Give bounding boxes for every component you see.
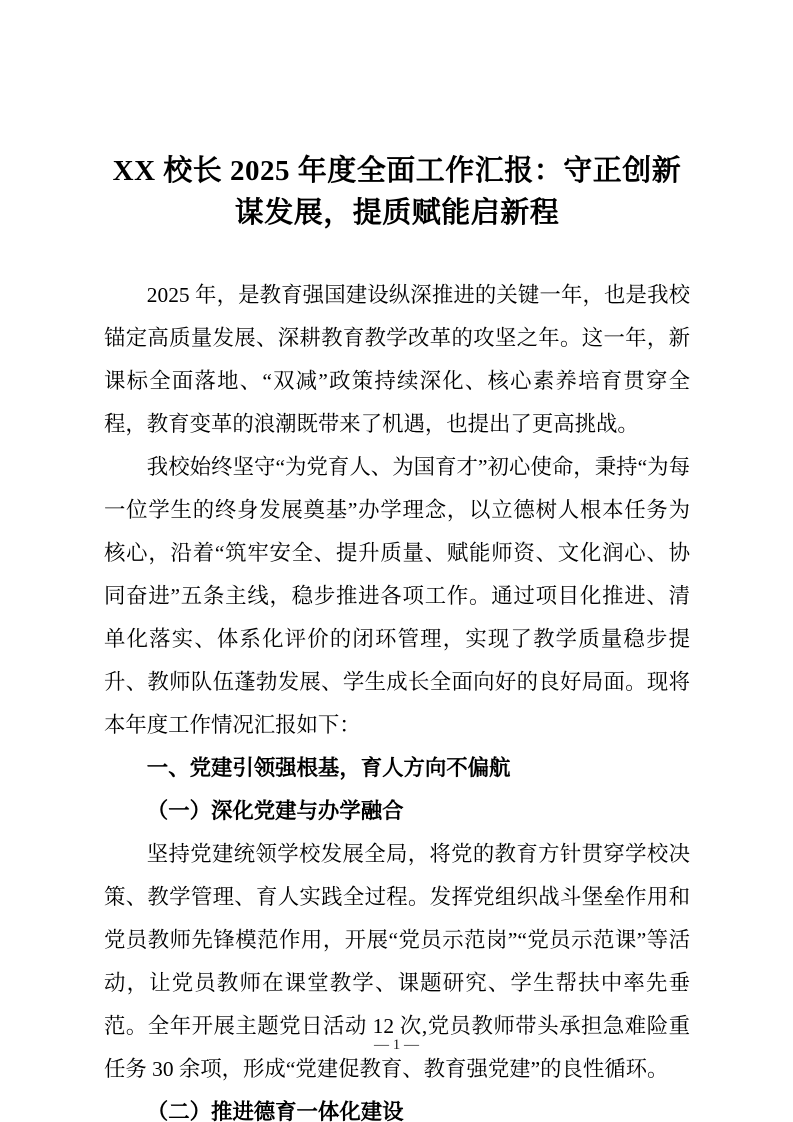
subsection-heading-party-integration: （一）深化党建与办学融合 xyxy=(146,799,404,823)
page-footer xyxy=(0,1034,793,1056)
subsection-heading-moral-education: （二）推进德育一体化建设 xyxy=(146,1100,404,1122)
page-number: — 1 — xyxy=(374,1037,419,1053)
paragraph-intro-year: 2025 年，是教育强国建设纵深推进的关键一年，也是我校锚定高质量发展、深耕教育教学改革的攻坚之年。这一年，新课标全面落地、“双减”政策持续深化、核心素养培育贯穿全程，教育变革的浪潮既带来了机遇，也提出了更高挑战。 xyxy=(104,283,690,436)
section-heading-party-building: 一、党建引领强根基，育人方向不偏航 xyxy=(146,756,511,780)
paragraph-party-building-detail: 坚持党建统领学校发展全局，将党的教育方针贯穿学校决策、教学管理、育人实践全过程。发挥党组织战斗堡垒作用和党员教师先锋模范作用，开展“党员示范岗”“党员示范课”等活动，让党员教师在课堂教学、课题研究、学生帮扶中率先垂范。全年开展主题党日活动 12 次,党员教师带头承担急难险重任务 30 余项，形成“党建促教育、教育强党建”的良性循环。 xyxy=(104,842,690,1081)
document-content xyxy=(104,0,690,1122)
document-title: XX 校长 2025 年度全面工作汇报：守正创新谋发展，提质赋能启新程 xyxy=(112,155,682,229)
paragraph-mission-overview: 我校始终坚守“为党育人、为国育才”初心使命，秉持“为每一位学生的终身发展奠基”办学理念，以立德树人根本任务为核心，沿着“筑牢安全、提升质量、赋能师资、文化润心、协同奋进”五条主线，稳步推进各项工作。通过项目化推进、清单化落实、体系化评价的闭环管理，实现了教学质量稳步提升、教师队伍蓬勃发展、学生成长全面向好的良好局面。现将本年度工作情况汇报如下： xyxy=(104,455,690,737)
